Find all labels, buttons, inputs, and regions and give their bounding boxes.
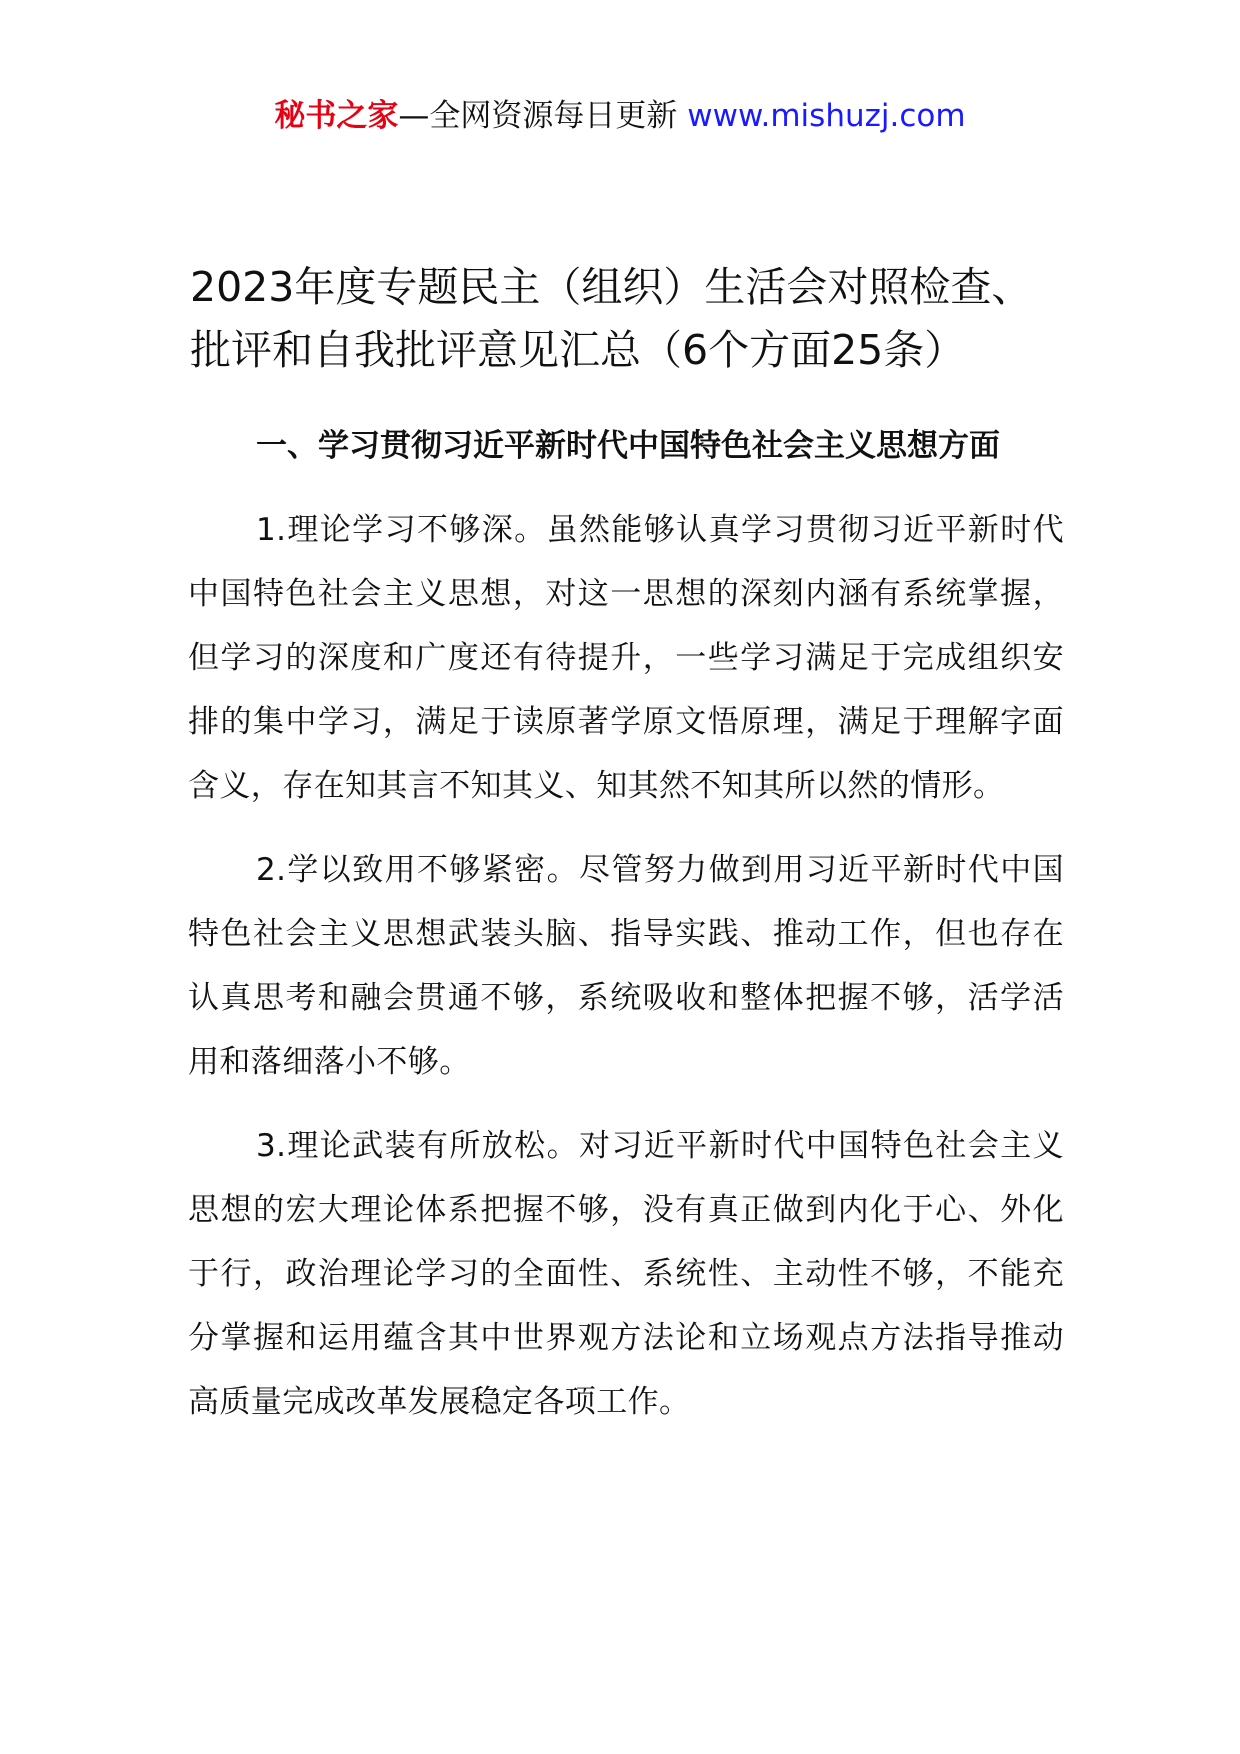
document-title <box>190 256 1090 382</box>
document-title-line-1: 2023年度专题民主（组织）生活会对照检查、 <box>190 263 1033 311</box>
document-body <box>188 414 1064 1454</box>
section-heading: 一、学习贯彻习近平新时代中国特色社会主义思想方面 <box>256 428 1000 464</box>
site-brand: 秘书之家 <box>274 98 399 134</box>
site-banner <box>0 94 1240 138</box>
document-title-line-2: 批评和自我批评意见汇总（6个方面25条） <box>190 326 966 374</box>
paragraph-3: 3.理论武装有所放松。对习近平新时代中国特色社会主义思想的宏大理论体系把握不够，没有真正做到内化于心、外化于行，政治理论学习的全面性、系统性、主动性不够，不能充分掌握和运用蕴含其中世界观方法论和立场观点方法指导推动高质量完成改革发展稳定各项工作。 <box>188 1128 1064 1420</box>
paragraph-2: 2.学以致用不够紧密。尽管努力做到用习近平新时代中国特色社会主义思想武装头脑、指导实践、推动工作，但也存在认真思考和融会贯通不够，系统吸收和整体把握不够，活学活用和落细落小不够。 <box>188 852 1064 1080</box>
site-url-link[interactable]: www.mishuzj.com <box>687 98 966 134</box>
site-tagline: —全网资源每日更新 <box>398 98 688 134</box>
paragraph-1: 1.理论学习不够深。虽然能够认真学习贯彻习近平新时代中国特色社会主义思想，对这一思想的深刻内涵有系统掌握，但学习的深度和广度还有待提升，一些学习满足于完成组织安排的集中学习，满足于读原著学原文悟原理，满足于理解字面含义，存在知其言不知其义、知其然不知其所以然的情形。 <box>188 512 1064 804</box>
